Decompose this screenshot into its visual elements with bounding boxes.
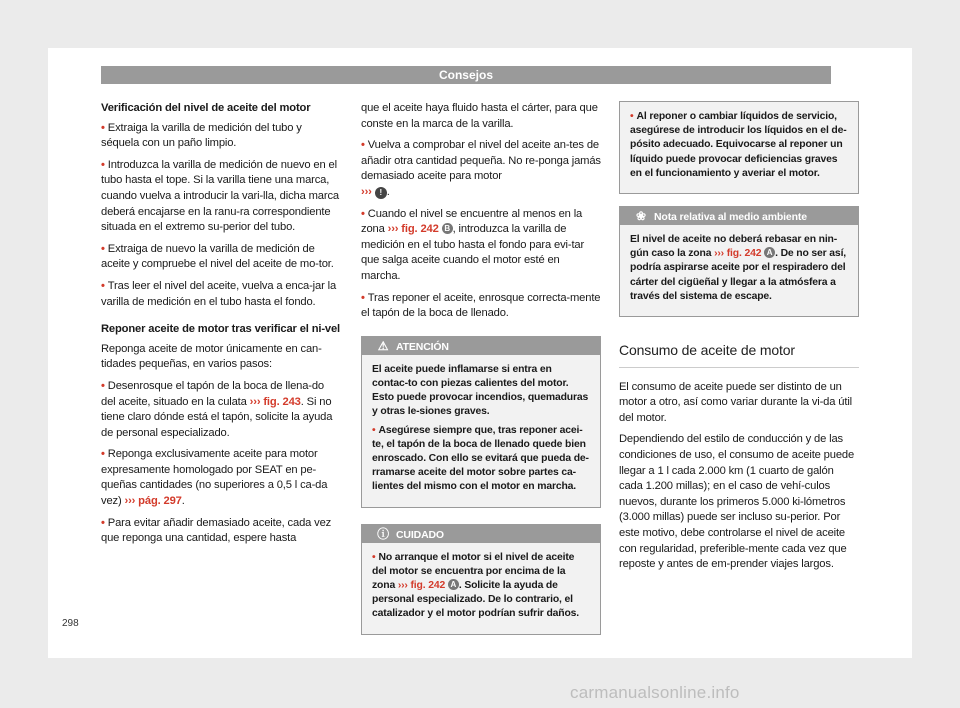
bullet-icon: • bbox=[372, 424, 376, 436]
callout-a-icon: A bbox=[448, 579, 459, 590]
section-title: Consumo de aceite de motor bbox=[619, 343, 859, 368]
watermark: carmanualsonline.info bbox=[570, 683, 740, 702]
info-circle-icon: ⓘ bbox=[377, 526, 389, 541]
bullet-icon: • bbox=[630, 111, 634, 122]
warning-header: ⚠ ATENCIÓN bbox=[362, 337, 600, 355]
fig-243-link[interactable]: ››› fig. 243 bbox=[249, 395, 301, 408]
list-item: • Extraiga de nuevo la varilla de medición de aceite y compruebe el nivel del aceite de mo-tor. bbox=[101, 242, 334, 271]
list-item: • Introduzca la varilla de medición de nuevo en el tubo hasta el tope. Si la varilla tiene una marca, cuando vuelva a introducir la vari-lla, dicha marca deberá encajarse en la ranu-ra correspondiente situada en el extremo su-perior del tubo. bbox=[101, 158, 339, 234]
heading-verification: Verificación del nivel de aceite del motor bbox=[101, 102, 311, 114]
intro-text: Reponga aceite de motor únicamente en can-tidades pequeñas, en varios pasos: bbox=[101, 342, 322, 371]
warning-body: El aceite puede inflamarse si entra en contac-to con piezas calientes del motor. Esto puede provocar incendios, quemaduras y otras le-siones graves. • Asegúrese siempre que, tras reponer acei-te, el tapón de la boca de llenado quede bien enroscado. Con ello se evitará que pueda de-rramarse aceite del motor sobre partes ca-lientes del mismo con el motor en marcha. bbox=[362, 355, 600, 507]
column-1 bbox=[101, 101, 341, 553]
fig-242-link[interactable]: ››› fig. 242 bbox=[714, 248, 762, 260]
list-item: • Al reponer o cambiar líquidos de servicio, asegúrese de introducir los líquidos en el de-pósito adecuado. Equivocarse al reponer un líquido puede provocar deficiencias graves en el funcionamiento y averiar el motor. bbox=[630, 111, 847, 179]
paragraph: Dependiendo del estilo de conducción y de las condiciones de uso, el consumo de aceite puede llegar a 1 l cada 2.000 km (1 cuarto de galón cada 1.200 millas); en el caso de vehí-culos nuevos, durante los primeros 5.000 ki-lómetros (3.000 millas) puede ser incluso su-perior. Por este motivo, debe controlarse el nivel de aceite con regularidad, preferible-mente cada vez que reposte y antes de em-prender viajes largos. bbox=[619, 433, 855, 571]
caution-body bbox=[362, 543, 600, 634]
bullet-icon: • bbox=[101, 379, 105, 392]
caution-box bbox=[361, 524, 601, 635]
page-297-link[interactable]: ››› pág. 297 bbox=[124, 495, 182, 508]
callout-b-icon: B bbox=[442, 223, 453, 234]
warning-triangle-icon: ⚠ bbox=[377, 338, 389, 353]
list-item: • Extraiga la varilla de medición del tubo y séquela con un paño limpio. bbox=[101, 121, 302, 150]
bullet-icon: • bbox=[101, 121, 105, 134]
list-item: • Reponga exclusivamente aceite para motor expresamente homologado por SEAT en pe-queñas cantidades (no superiores a 0,5 l ca-da vez) ››› pág. 297. bbox=[101, 448, 328, 508]
bullet-icon: • bbox=[101, 279, 105, 292]
list-item: • Tras leer el nivel del aceite, vuelva a enca-jar la varilla de medición en el tubo hasta el fondo. bbox=[101, 279, 337, 308]
environment-box bbox=[619, 206, 859, 317]
bullet-icon: • bbox=[101, 158, 105, 171]
heading-refill: Reponer aceite de motor tras verificar el ni-vel bbox=[101, 323, 341, 336]
warning-box bbox=[361, 336, 601, 508]
continued-text: que el aceite haya fluido hasta el cárter, para que conste en la marca de la varilla. bbox=[361, 102, 598, 130]
bullet-icon: • bbox=[361, 139, 365, 152]
environment-flower-icon: ❀ bbox=[636, 209, 646, 224]
caution-header: ⓘ CUIDADO bbox=[362, 525, 600, 543]
page-number: 298 bbox=[62, 618, 79, 629]
bullet-icon: • bbox=[361, 291, 365, 304]
list-item: • Vuelva a comprobar el nivel del aceite an-tes de añadir otra cantidad pequeña. No re-ponga jamás demasiado aceite para motor ››› ! . bbox=[361, 139, 601, 198]
list-item: • Tras reponer el aceite, enrosque correcta-mente el tapón de la boca de llenado. bbox=[361, 291, 601, 320]
list-item: • Para evitar añadir demasiado aceite, cada vez que reponga una cantidad, espere hasta bbox=[101, 516, 332, 545]
fig-242-link[interactable]: ››› fig. 242 bbox=[387, 223, 439, 236]
bullet-icon: • bbox=[101, 448, 105, 461]
fig-242-link[interactable]: ››› fig. 242 bbox=[397, 579, 446, 591]
warning-link[interactable]: ››› bbox=[361, 185, 372, 198]
list-item: • Cuando el nivel se encuentre al menos en la zona ››› fig. 242 B , introduzca la varilla de medición en el tubo hasta el fondo para evi-tar que salga aceite cuando el motor esté en marcha. bbox=[361, 207, 585, 282]
environment-header: ❀ Nota relativa al medio ambiente bbox=[620, 207, 858, 225]
bullet-icon: • bbox=[372, 551, 376, 563]
bullet-icon: • bbox=[101, 242, 105, 255]
callout-a-icon: A bbox=[764, 247, 775, 258]
environment-body: El nivel de aceite no deberá rebasar en nin-gún caso la zona ››› fig. 242 A . De no ser así, podría aspirarse aceite por el respiradero del cárter del cigüeñal y llegar a la atmósfera a través del sistema de escape. bbox=[620, 225, 858, 316]
continued-box bbox=[619, 101, 859, 194]
list-item: • Desenrosque el tapón de la boca de llena-do del aceite, situado en la culata ››› fig. 243. Si no tiene claro dónde está el tapón, solicite la ayuda de personal especializado. bbox=[101, 379, 333, 439]
bullet-icon: • bbox=[101, 516, 105, 529]
section-header: Consejos bbox=[101, 66, 831, 84]
bullet-icon: • bbox=[361, 207, 365, 220]
paragraph: El consumo de aceite puede ser distinto de un motor a otro, así como variar durante la vi-da útil del motor. bbox=[619, 380, 852, 424]
continued-box-body bbox=[620, 102, 858, 193]
list-item: • Asegúrese siempre que, tras reponer acei-te, el tapón de la boca de llenado quede bien enroscado. Con ello se evitará que pueda de-rramarse aceite del motor sobre partes ca-lientes del mismo con el motor en marcha. bbox=[372, 424, 589, 493]
list-item: • No arranque el motor si el nivel de aceite del motor se encuentra por encima de la zona ››› fig. 242 A . Solicite la ayuda de personal especializado. De lo contrario, el catalizador y el motor podrían sufrir daños. bbox=[372, 551, 580, 620]
column-3 bbox=[619, 101, 859, 579]
warning-icon: ! bbox=[375, 187, 387, 199]
column-2 bbox=[361, 101, 601, 635]
